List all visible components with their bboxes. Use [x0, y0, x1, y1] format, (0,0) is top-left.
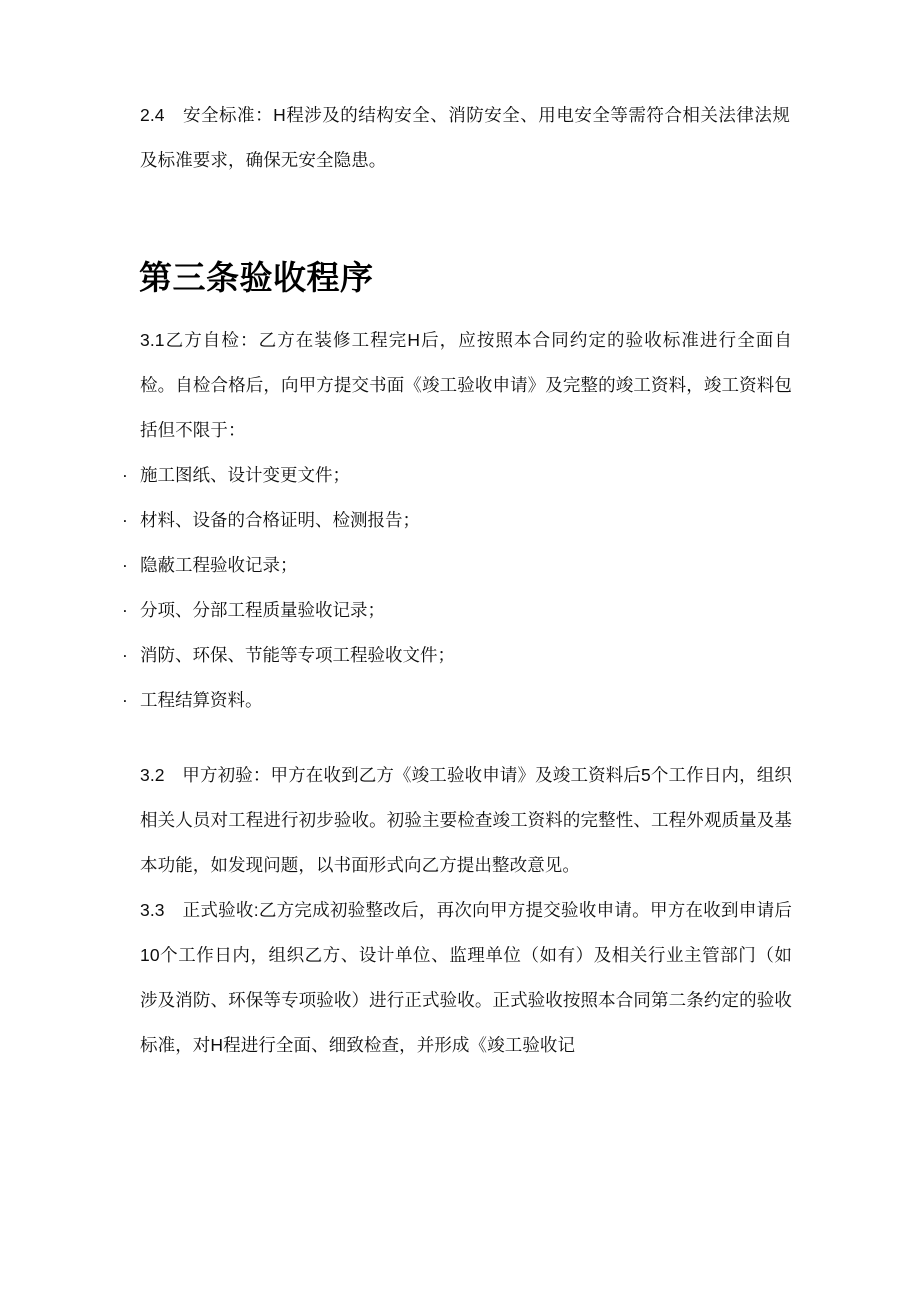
list-item-label: 施工图纸、设计变更文件； — [140, 465, 350, 485]
section-heading-clause-3: 第三条验收程序 — [139, 259, 374, 297]
required-documents-list — [112, 453, 812, 723]
list-item — [112, 633, 812, 678]
bullet-dot-icon: · — [122, 645, 128, 665]
list-item — [112, 678, 812, 723]
clause-3-2-paragraph: 3.2 甲方初验：甲方在收到乙方《竣工验收申请》及竣工资料后5个工作日内，组织相关人员对工程进行初步验收。初验主要检查竣工资料的完整性、工程外观质量及基本功能，如发现问题，以书面形式向乙方提出整改意见。 — [140, 765, 792, 875]
list-item — [112, 588, 812, 633]
list-item-label: 消防、环保、节能等专项工程验收文件； — [140, 645, 455, 665]
bullet-dot-icon: · — [122, 600, 128, 620]
clause-3-3-paragraph: 3.3 正式验收:乙方完成初验整改后，再次向甲方提交验收申请。甲方在收到申请后10个工作日内，组织乙方、设计单位、监理单位（如有）及相关行业主管部门（如涉及消防、环保等专项验收）进行正式验收。正式验收按照本合同第二条约定的验收标准，对H程进行全面、细致检查，并形成《竣工验收记 — [140, 900, 792, 1055]
list-item-label: 隐蔽工程验收记录； — [140, 555, 298, 575]
list-item — [112, 543, 812, 588]
bullet-dot-icon: · — [122, 690, 128, 710]
list-item-label: 分项、分部工程质量验收记录； — [140, 600, 385, 620]
list-item-label: 工程结算资料。 — [140, 690, 263, 710]
bullet-dot-icon: · — [122, 465, 128, 485]
bullet-dot-icon: · — [122, 555, 128, 575]
bullet-dot-icon: · — [122, 510, 128, 530]
list-item-label: 材料、设备的合格证明、检测报告； — [140, 510, 420, 530]
list-item — [112, 498, 812, 543]
clause-2-4-paragraph: 2.4 安全标准：H程涉及的结构安全、消防安全、用电安全等需符合相关法律法规及标准要求，确保无安全隐患。 — [140, 105, 790, 170]
list-item — [112, 453, 812, 498]
clause-3-1-paragraph: 3.1乙方自检：乙方在装修工程完H后，应按照本合同约定的验收标准进行全面自检。自检合格后，向甲方提交书面《竣工验收申请》及完整的竣工资料，竣工资料包括但不限于： — [140, 330, 792, 440]
